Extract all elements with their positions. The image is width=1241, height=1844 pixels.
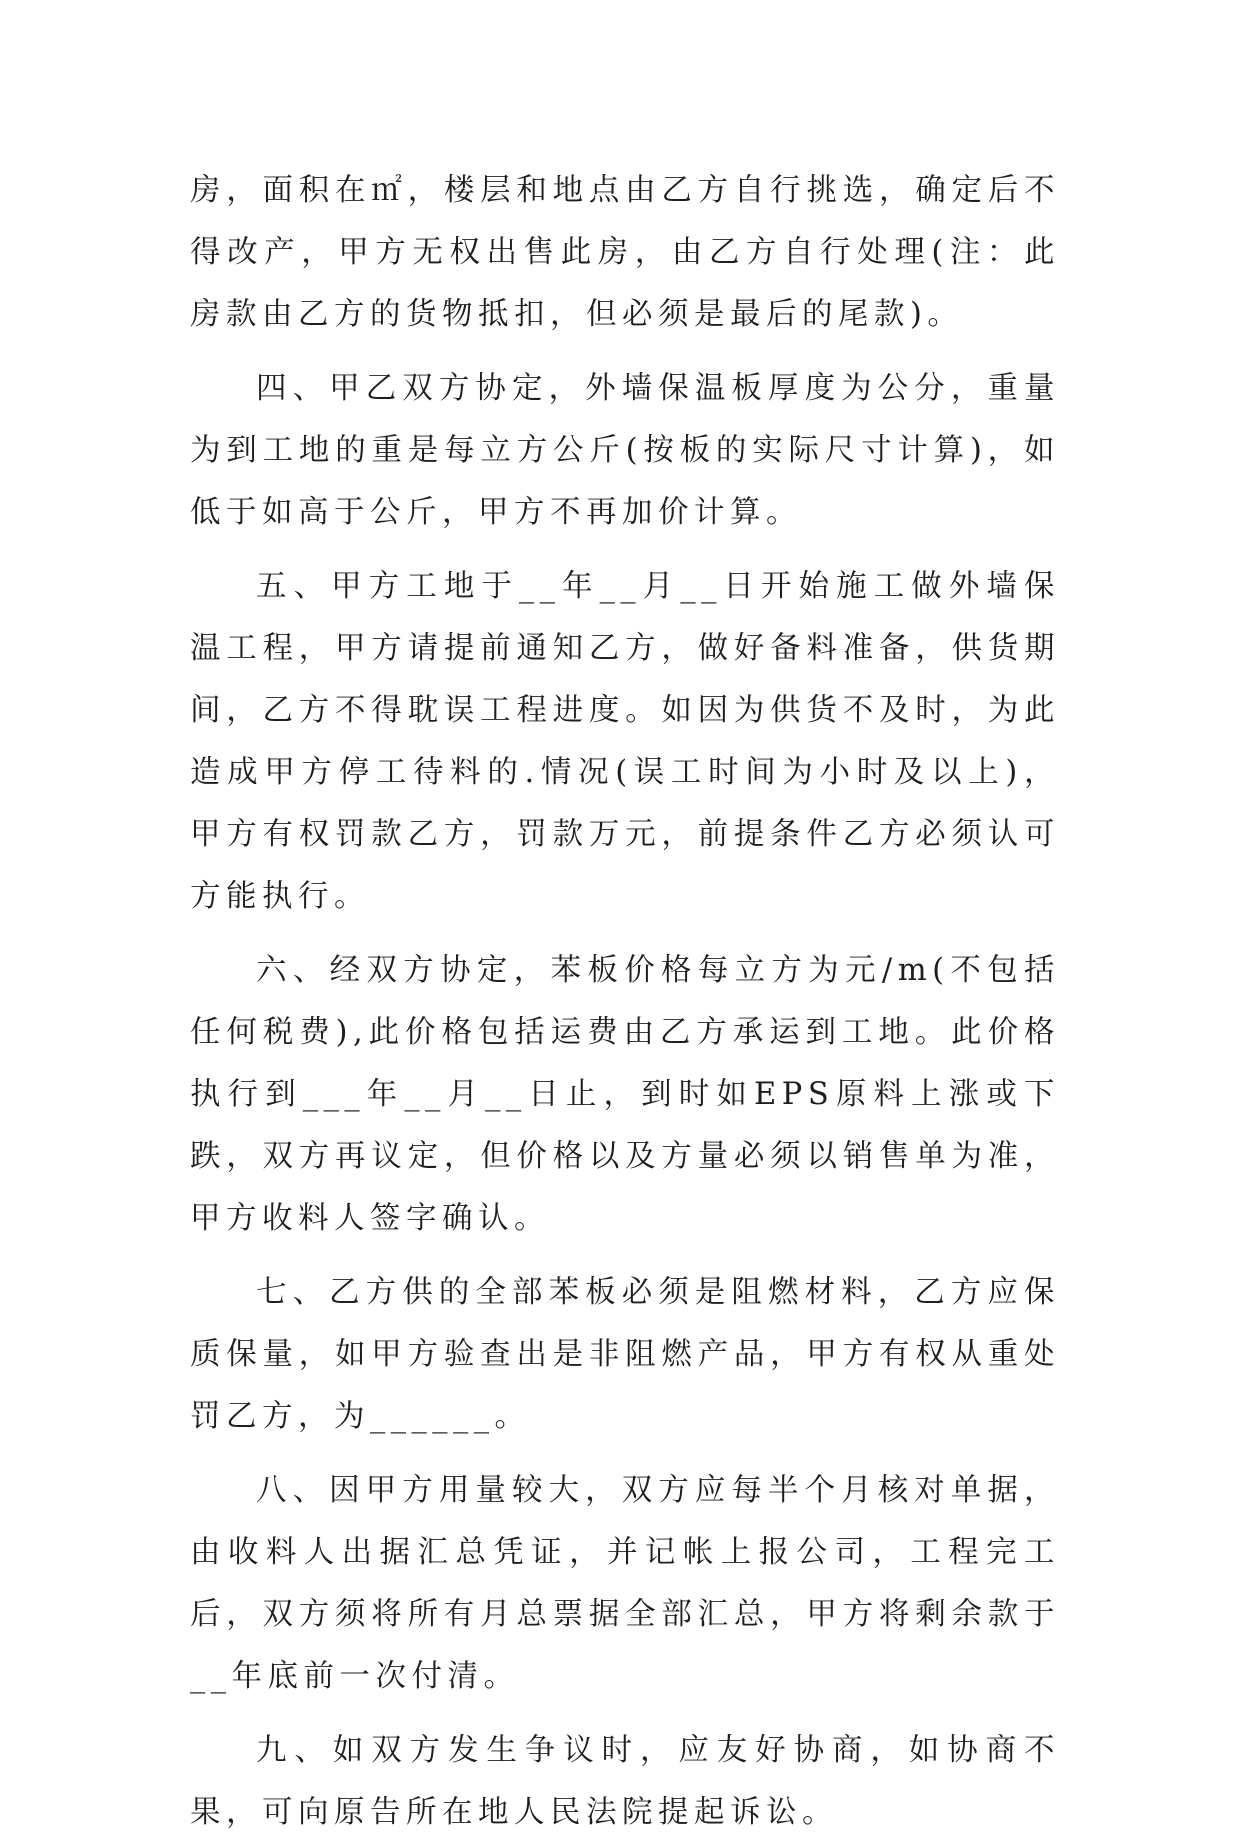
- paragraph-continued-house-clause: 房，面积在㎡，楼层和地点由乙方自行挑选，确定后不得改产，甲方无权出售此房，由乙方自行处理(注：此房款由乙方的货物抵扣，但必须是最后的尾款)。: [190, 173, 1060, 332]
- paragraph-clause-9: 九、如双方发生争议时，应友好协商，如协商不果，可向原告所在地人民法院提起诉讼。: [190, 1733, 1060, 1830]
- paragraph-clause-5: 五、甲方工地于__年__月__日开始施工做外墙保温工程，甲方请提前通知乙方，做好备料准备，供货期间，乙方不得耽误工程进度。如因为供货不及时，为此造成甲方停工待料的.情况(误工时间为小时及以上)，甲方有权罚款乙方，罚款万元，前提条件乙方必须认可方能执行。: [190, 569, 1060, 914]
- document-body: [190, 160, 1060, 1844]
- paragraph-clause-4: 四、甲乙双方协定，外墙保温板厚度为公分，重量为到工地的重是每立方公斤(按板的实际尺寸计算)，如低于如高于公斤，甲方不再加价计算。: [190, 371, 1060, 530]
- paragraph-clause-8: 八、因甲方用量较大，双方应每半个月核对单据，由收料人出据汇总凭证，并记帐上报公司，工程完工后，双方须将所有月总票据全部汇总，甲方将剩余款于__年底前一次付清。: [190, 1473, 1060, 1694]
- paragraph-clause-7: 七、乙方供的全部苯板必须是阻燃材料，乙方应保质保量，如甲方验查出是非阻燃产品，甲方有权从重处罚乙方，为______。: [190, 1275, 1060, 1434]
- paragraph-clause-6: 六、经双方协定，苯板价格每立方为元/m(不包括任何税费),此价格包括运费由乙方承运到工地。此价格执行到___年__月__日止，到时如EPS原料上涨或下跌，双方再议定，但价格以及方量必须以销售单为准，甲方收料人签字确认。: [190, 953, 1060, 1236]
